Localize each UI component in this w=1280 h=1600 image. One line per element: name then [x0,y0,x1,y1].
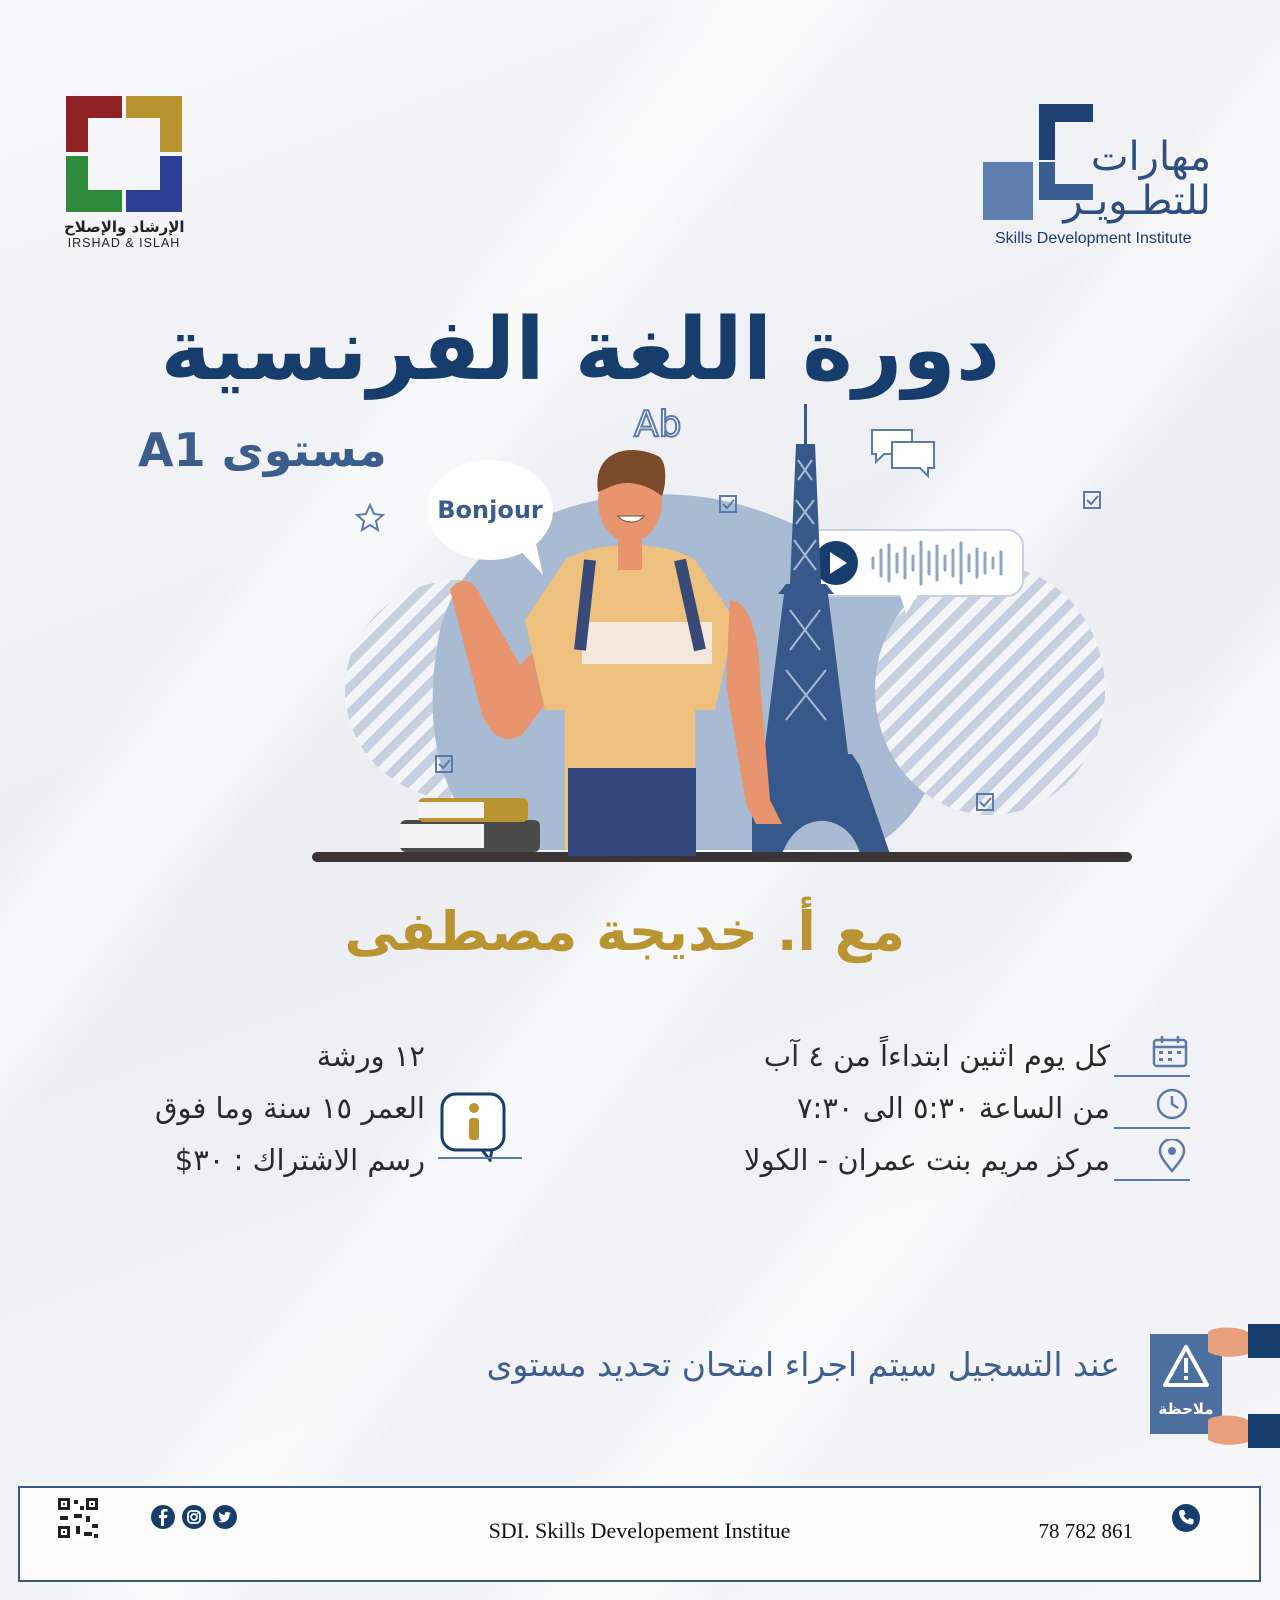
note-text: عند التسجيل سيتم اجراء امتحان تحديد مستوى [486,1345,1120,1384]
desk-surface [312,852,1132,862]
hands-holding-sign [1208,1324,1280,1448]
schedule-location-text: مركز مريم بنت عمران - الكولا [744,1143,1110,1177]
calendar-icon [1114,1035,1190,1077]
subscription-fee: رسم الاشتراك : ٣٠$ [174,1143,425,1177]
info-icon [438,1090,522,1162]
schedule-row [600,1134,1190,1186]
footer-phone-number[interactable]: 78 782 861 [1038,1519,1133,1543]
schedule-row [600,1082,1190,1134]
sdi-logo [995,104,1235,254]
schedule-date-text: كل يوم اثنين ابتداءاً من ٤ آب [763,1039,1110,1073]
schedule-list [600,1030,1190,1186]
warning-icon [1162,1344,1210,1388]
bonjour-text: Bonjour [437,496,543,524]
course-level: مستوى A1 [138,423,387,477]
sdi-arabic-line1: مهارات [1090,134,1211,180]
irshad-arabic-name: الإرشاد والإصلاح [64,218,185,236]
age-requirement: العمر ١٥ سنة وما فوق [154,1091,425,1125]
location-icon [1114,1139,1190,1181]
irshad-english-name: IRSHAD & ISLAH [67,236,181,250]
footer-site-name: SDI. Skills Developement Institue [488,1518,791,1543]
footer-bar [18,1486,1261,1582]
bonjour-bubble [427,460,553,575]
course-title: دورة اللغة الفرنسية [160,300,1000,400]
sdi-arabic-line2: للتطـويـر [1063,178,1211,224]
ab-label: Ab [634,404,682,445]
clock-icon [1114,1087,1190,1129]
schedule-time-text: من الساعة ٥:٣٠ الى ٧:٣٠ [796,1091,1110,1125]
illustration [300,400,1140,880]
star-icon [357,505,383,530]
chat-icon [872,430,934,476]
details-list [90,1030,425,1186]
teacher-name: مع أ. خديجة مصطفى [344,900,905,963]
irshad-logo [64,96,184,250]
book-stack-icon [400,798,540,852]
workshop-count: ١٢ ورشة [316,1039,425,1073]
phone-icon[interactable] [1171,1503,1201,1533]
sdi-english-name: Skills Development Institute [995,230,1192,247]
irshad-emblem-icon [66,96,182,212]
schedule-row [600,1030,1190,1082]
note-label: ملاحظة [1158,1400,1214,1418]
